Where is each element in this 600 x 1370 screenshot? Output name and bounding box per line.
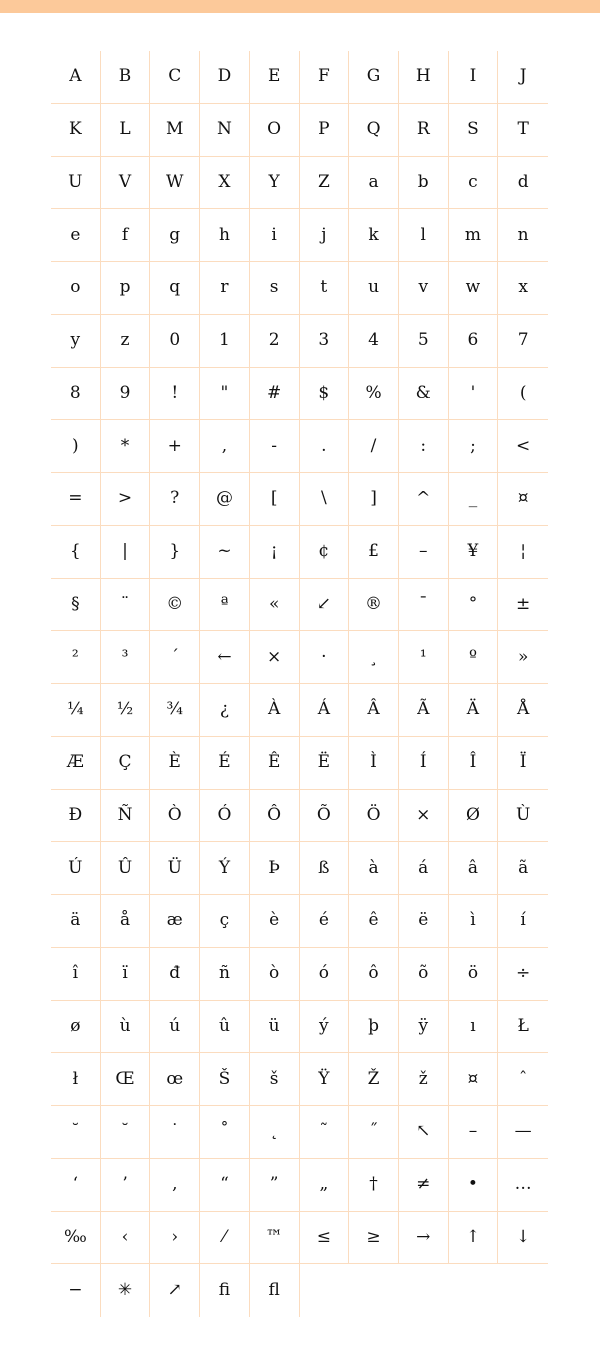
glyph-cell: *	[101, 420, 151, 473]
glyph-cell: +	[150, 420, 200, 473]
glyph-cell: Q	[349, 104, 399, 157]
glyph-cell: Þ	[250, 842, 300, 895]
glyph-cell: ←	[200, 631, 250, 684]
glyph-cell: š	[250, 1053, 300, 1106]
glyph-cell: Ú	[51, 842, 101, 895]
glyph-cell: ×	[250, 631, 300, 684]
glyph-cell: Ž	[349, 1053, 399, 1106]
glyph-cell: ¸	[349, 631, 399, 684]
glyph-cell: â	[449, 842, 499, 895]
glyph-cell: q	[150, 262, 200, 315]
glyph-cell	[300, 1264, 350, 1317]
glyph-cell: )	[51, 420, 101, 473]
glyph-cell: G	[349, 51, 399, 104]
glyph-cell: Ä	[449, 684, 499, 737]
glyph-cell: V	[101, 157, 151, 210]
glyph-cell: b	[399, 157, 449, 210]
glyph-cell: é	[300, 895, 350, 948]
glyph-cell: Ö	[349, 790, 399, 843]
glyph-cell: o	[51, 262, 101, 315]
glyph-cell: R	[399, 104, 449, 157]
glyph-cell: ?	[150, 473, 200, 526]
glyph-cell: s	[250, 262, 300, 315]
glyph-cell: ↑	[449, 1212, 499, 1265]
glyph-cell: ≠	[399, 1159, 449, 1212]
glyph-cell: ÷	[498, 948, 548, 1001]
glyph-cell: ¡	[250, 526, 300, 579]
glyph-cell: »	[498, 631, 548, 684]
glyph-cell: &	[399, 368, 449, 421]
glyph-cell: 2	[250, 315, 300, 368]
glyph-cell: K	[51, 104, 101, 157]
glyph-cell: U	[51, 157, 101, 210]
glyph-cell: }	[150, 526, 200, 579]
glyph-cell: à	[349, 842, 399, 895]
glyph-cell: ¤	[449, 1053, 499, 1106]
glyph-cell: đ	[150, 948, 200, 1001]
glyph-cell: l	[399, 209, 449, 262]
glyph-cell: 7	[498, 315, 548, 368]
glyph-cell: M	[150, 104, 200, 157]
glyph-cell: °	[449, 579, 499, 632]
glyph-cell: ´	[150, 631, 200, 684]
glyph-cell: J	[498, 51, 548, 104]
glyph-cell: ú	[150, 1001, 200, 1054]
glyph-cell: ^	[399, 473, 449, 526]
glyph-cell: ¿	[200, 684, 250, 737]
glyph-cell: L	[101, 104, 151, 157]
glyph-cell: c	[449, 157, 499, 210]
glyph-cell: Ò	[150, 790, 200, 843]
glyph-cell: ñ	[200, 948, 250, 1001]
glyph-cell: E	[250, 51, 300, 104]
glyph-cell: [	[250, 473, 300, 526]
glyph-cell: 9	[101, 368, 151, 421]
glyph-cell: ı	[449, 1001, 499, 1054]
glyph-cell: B	[101, 51, 151, 104]
glyph-cell: ï	[101, 948, 151, 1001]
glyph-cell: ®	[349, 579, 399, 632]
glyph-cell: t	[300, 262, 350, 315]
glyph-cell: j	[300, 209, 350, 262]
glyph-cell: T	[498, 104, 548, 157]
glyph-cell: Õ	[300, 790, 350, 843]
glyph-cell: Ë	[300, 737, 350, 790]
glyph-cell: g	[150, 209, 200, 262]
glyph-cell: !	[150, 368, 200, 421]
glyph-cell: ”	[250, 1159, 300, 1212]
glyph-cell: ’	[101, 1159, 151, 1212]
glyph-cell: ³	[101, 631, 151, 684]
glyph-cell: ÿ	[399, 1001, 449, 1054]
glyph-cell: “	[200, 1159, 250, 1212]
glyph-cell: h	[200, 209, 250, 262]
glyph-cell: ½	[101, 684, 151, 737]
glyph-cell: k	[349, 209, 399, 262]
glyph-cell: ¨	[101, 579, 151, 632]
glyph-cell: Ù	[498, 790, 548, 843]
glyph-cell: î	[51, 948, 101, 1001]
glyph-cell: ¹	[399, 631, 449, 684]
glyph-cell: 6	[449, 315, 499, 368]
glyph-cell: (	[498, 368, 548, 421]
glyph-cell: ü	[250, 1001, 300, 1054]
glyph-cell: Ç	[101, 737, 151, 790]
glyph-cell: I	[449, 51, 499, 104]
glyph-cell: Æ	[51, 737, 101, 790]
glyph-cell: {	[51, 526, 101, 579]
glyph-cell: X	[200, 157, 250, 210]
glyph-cell: ×	[399, 790, 449, 843]
glyph-cell: #	[250, 368, 300, 421]
glyph-cell: "	[200, 368, 250, 421]
glyph-cell: ↙	[300, 579, 350, 632]
glyph-cell: ä	[51, 895, 101, 948]
glyph-cell: º	[449, 631, 499, 684]
glyph-cell: =	[51, 473, 101, 526]
glyph-cell: W	[150, 157, 200, 210]
glyph-cell: @	[200, 473, 250, 526]
glyph-cell: Ł	[498, 1001, 548, 1054]
glyph-cell: í	[498, 895, 548, 948]
glyph-cell: ¤	[498, 473, 548, 526]
glyph-cell: „	[300, 1159, 350, 1212]
glyph-cell: 1	[200, 315, 250, 368]
glyph-cell: Ô	[250, 790, 300, 843]
glyph-cell: n	[498, 209, 548, 262]
glyph-cell: \	[300, 473, 350, 526]
glyph-cell: ž	[399, 1053, 449, 1106]
glyph-cell: ,	[200, 420, 250, 473]
glyph-cell: ↖	[399, 1106, 449, 1159]
glyph-cell: Ó	[200, 790, 250, 843]
glyph-cell: /	[349, 420, 399, 473]
glyph-cell: ý	[300, 1001, 350, 1054]
glyph-cell: r	[200, 262, 250, 315]
glyph-cell: Œ	[101, 1053, 151, 1106]
glyph-cell: ˛	[250, 1106, 300, 1159]
glyph-cell: ⁄	[200, 1212, 250, 1265]
glyph-cell: è	[250, 895, 300, 948]
glyph-cell: p	[101, 262, 151, 315]
glyph-cell: Š	[200, 1053, 250, 1106]
glyph-cell: ;	[449, 420, 499, 473]
glyph-cell: S	[449, 104, 499, 157]
glyph-cell: æ	[150, 895, 200, 948]
glyph-cell: ¼	[51, 684, 101, 737]
glyph-cell: ¥	[449, 526, 499, 579]
glyph-cell: -	[250, 420, 300, 473]
glyph-cell: ·	[300, 631, 350, 684]
glyph-cell: x	[498, 262, 548, 315]
glyph-cell: 5	[399, 315, 449, 368]
glyph-cell	[349, 1264, 399, 1317]
glyph-cell: ø	[51, 1001, 101, 1054]
glyph-cell: ¦	[498, 526, 548, 579]
glyph-cell: :	[399, 420, 449, 473]
glyph-cell: ¾	[150, 684, 200, 737]
glyph-cell: _	[449, 473, 499, 526]
glyph-cell: z	[101, 315, 151, 368]
glyph-cell: ‚	[150, 1159, 200, 1212]
glyph-cell: œ	[150, 1053, 200, 1106]
glyph-cell: %	[349, 368, 399, 421]
glyph-cell: ª	[200, 579, 250, 632]
glyph-cell: †	[349, 1159, 399, 1212]
glyph-cell: ‘	[51, 1159, 101, 1212]
glyph-cell: ł	[51, 1053, 101, 1106]
glyph-cell: ↓	[498, 1212, 548, 1265]
glyph-cell: ›	[150, 1212, 200, 1265]
glyph-cell: Ý	[200, 842, 250, 895]
glyph-cell: u	[349, 262, 399, 315]
glyph-cell: ≤	[300, 1212, 350, 1265]
glyph-cell: 8	[51, 368, 101, 421]
glyph-cell: ˝	[349, 1106, 399, 1159]
glyph-cell: –	[399, 526, 449, 579]
glyph-cell: £	[349, 526, 399, 579]
glyph-cell: .	[300, 420, 350, 473]
glyph-cell: ã	[498, 842, 548, 895]
glyph-cell: ✳	[101, 1264, 151, 1317]
glyph-cell: Ï	[498, 737, 548, 790]
glyph-cell: ˚	[200, 1106, 250, 1159]
glyph-cell: «	[250, 579, 300, 632]
glyph-cell: –	[449, 1106, 499, 1159]
glyph-cell: Ñ	[101, 790, 151, 843]
glyph-cell: Ã	[399, 684, 449, 737]
glyph-cell: C	[150, 51, 200, 104]
glyph-cell: ﬁ	[200, 1264, 250, 1317]
glyph-cell: Â	[349, 684, 399, 737]
glyph-cell: §	[51, 579, 101, 632]
glyph-cell: w	[449, 262, 499, 315]
glyph-cell: Ÿ	[300, 1053, 350, 1106]
glyph-cell: y	[51, 315, 101, 368]
glyph-cell: ö	[449, 948, 499, 1001]
glyph-cell: $	[300, 368, 350, 421]
glyph-cell: þ	[349, 1001, 399, 1054]
glyph-cell: |	[101, 526, 151, 579]
glyph-cell: D	[200, 51, 250, 104]
glyph-cell: á	[399, 842, 449, 895]
glyph-cell: —	[498, 1106, 548, 1159]
glyph-cell: >	[101, 473, 151, 526]
glyph-cell: →	[399, 1212, 449, 1265]
glyph-cell: ‹	[101, 1212, 151, 1265]
glyph-cell: ß	[300, 842, 350, 895]
glyph-cell: ¯	[399, 579, 449, 632]
glyph-cell: ]	[349, 473, 399, 526]
glyph-cell: d	[498, 157, 548, 210]
glyph-cell: ù	[101, 1001, 151, 1054]
glyph-cell: '	[449, 368, 499, 421]
glyph-cell: ˜	[300, 1106, 350, 1159]
glyph-cell: 0	[150, 315, 200, 368]
glyph-cell: û	[200, 1001, 250, 1054]
glyph-cell	[498, 1264, 548, 1317]
glyph-cell: Ì	[349, 737, 399, 790]
glyph-cell: •	[449, 1159, 499, 1212]
glyph-cell: ¢	[300, 526, 350, 579]
glyph-cell: ↗	[150, 1264, 200, 1317]
glyph-cell: f	[101, 209, 151, 262]
glyph-cell: F	[300, 51, 350, 104]
glyph-cell: P	[300, 104, 350, 157]
glyph-cell: a	[349, 157, 399, 210]
glyph-cell: ˆ	[498, 1053, 548, 1106]
glyph-cell: Í	[399, 737, 449, 790]
glyph-cell: i	[250, 209, 300, 262]
glyph-cell: ë	[399, 895, 449, 948]
glyph-cell: Y	[250, 157, 300, 210]
glyph-cell: Ê	[250, 737, 300, 790]
glyph-cell: ™	[250, 1212, 300, 1265]
glyph-cell: Ð	[51, 790, 101, 843]
glyph-cell: A	[51, 51, 101, 104]
glyph-cell: ≥	[349, 1212, 399, 1265]
glyph-cell: 4	[349, 315, 399, 368]
glyph-cell	[449, 1264, 499, 1317]
glyph-cell: ‰	[51, 1212, 101, 1265]
glyph-cell: ²	[51, 631, 101, 684]
glyph-cell: <	[498, 420, 548, 473]
glyph-cell: −	[51, 1264, 101, 1317]
glyph-cell: Z	[300, 157, 350, 210]
top-accent-bar	[0, 0, 600, 13]
glyph-cell: ˙	[150, 1106, 200, 1159]
glyph-cell: È	[150, 737, 200, 790]
glyph-cell: O	[250, 104, 300, 157]
glyph-grid	[51, 51, 548, 1317]
glyph-cell: e	[51, 209, 101, 262]
glyph-cell: À	[250, 684, 300, 737]
glyph-cell: Ø	[449, 790, 499, 843]
glyph-cell: H	[399, 51, 449, 104]
glyph-cell: m	[449, 209, 499, 262]
glyph-cell: Å	[498, 684, 548, 737]
glyph-cell: ç	[200, 895, 250, 948]
glyph-cell: Ü	[150, 842, 200, 895]
glyph-cell: ˘	[51, 1106, 101, 1159]
glyph-cell: Î	[449, 737, 499, 790]
glyph-cell: ô	[349, 948, 399, 1001]
glyph-cell: ©	[150, 579, 200, 632]
glyph-cell: ì	[449, 895, 499, 948]
glyph-cell: ~	[200, 526, 250, 579]
glyph-cell	[399, 1264, 449, 1317]
glyph-cell: å	[101, 895, 151, 948]
glyph-cell: ﬂ	[250, 1264, 300, 1317]
glyph-cell: v	[399, 262, 449, 315]
glyph-cell: Á	[300, 684, 350, 737]
glyph-cell: 3	[300, 315, 350, 368]
glyph-cell: ó	[300, 948, 350, 1001]
glyph-cell: ±	[498, 579, 548, 632]
glyph-cell: õ	[399, 948, 449, 1001]
glyph-cell: É	[200, 737, 250, 790]
glyph-cell: ê	[349, 895, 399, 948]
glyph-cell: Û	[101, 842, 151, 895]
glyph-cell: ò	[250, 948, 300, 1001]
glyph-cell: N	[200, 104, 250, 157]
glyph-cell: …	[498, 1159, 548, 1212]
glyph-cell: ˘	[101, 1106, 151, 1159]
